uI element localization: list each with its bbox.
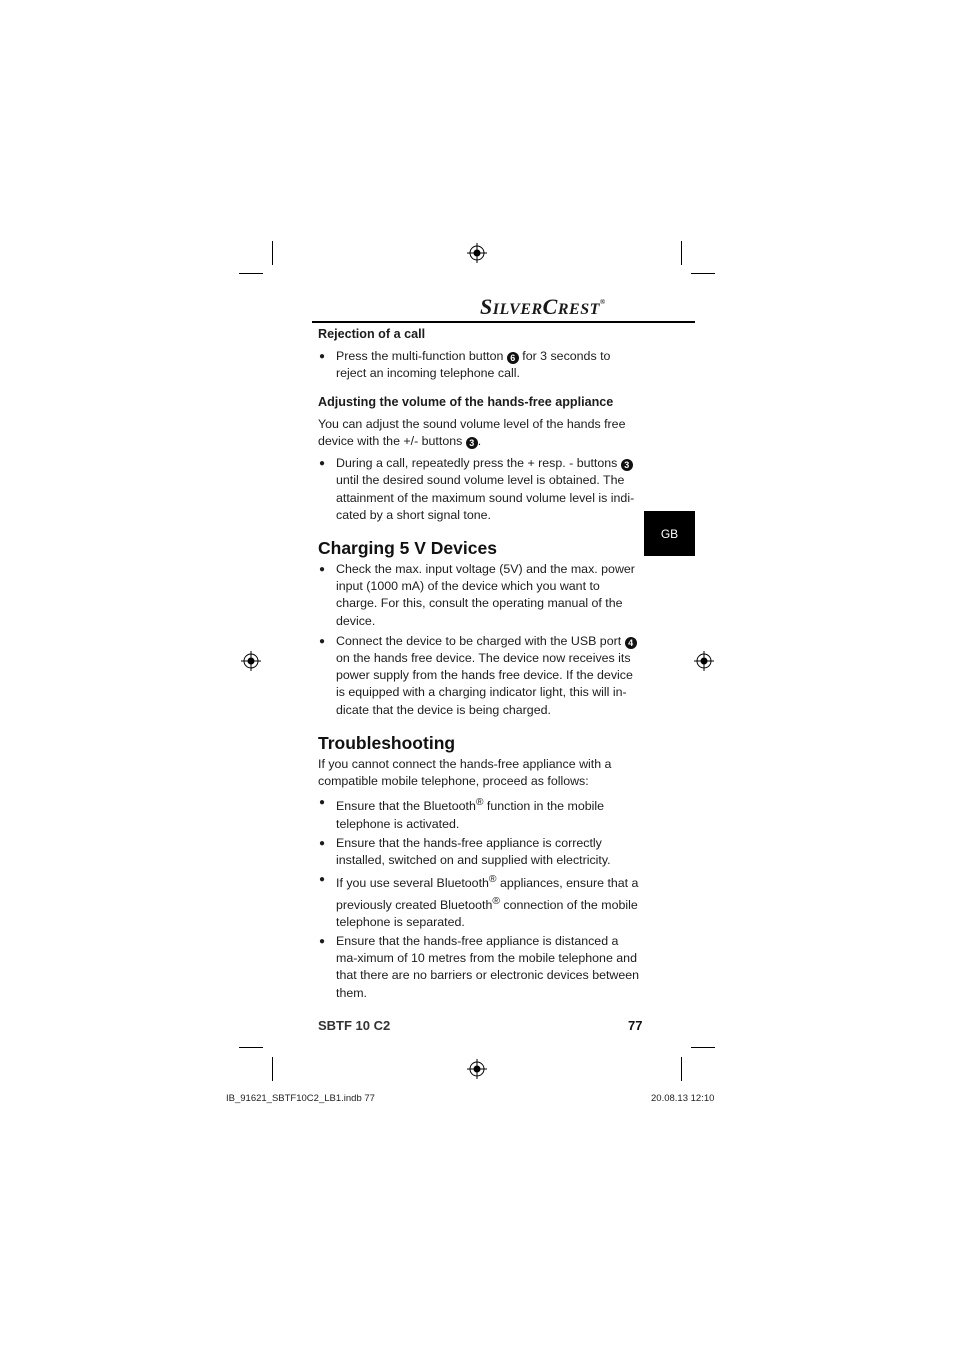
header-rule [312, 321, 695, 323]
list-item: ● Ensure that the hands-free appliance is correctly installed, switched on and supplied with electricity. [319, 835, 611, 867]
list-item: ● During a call, repeatedly press the + resp. - buttons 3 until the desired sound volume level is obtained. The attainment of the maximum sound volume level is indi-cated by a short signal tone. [319, 456, 635, 522]
troubleshooting-list [318, 794, 640, 1002]
section-title-charging: Charging 5 V Devices [318, 538, 497, 559]
callout-number-icon: 3 [466, 437, 478, 449]
registration-mark-icon [694, 651, 714, 671]
callout-number-icon: 6 [507, 352, 519, 364]
crop-mark [681, 241, 682, 265]
registration-mark-icon [241, 651, 261, 671]
crop-mark [272, 1057, 273, 1081]
page-content [318, 326, 640, 1002]
list-item: ● Ensure that the Bluetooth® function in the mobile telephone is activated. [319, 797, 605, 831]
page-number: 77 [628, 1018, 643, 1033]
crop-mark [272, 241, 273, 265]
print-slug-file: IB_91621_SBTF10C2_LB1.indb 77 [226, 1093, 375, 1104]
paragraph: If you cannot connect the hands-free appliance with a compatible mobile telephone, proceed as follows: [318, 756, 612, 789]
crop-mark [239, 1047, 263, 1048]
registration-mark-icon [467, 1059, 487, 1079]
model-number: SBTF 10 C2 [318, 1018, 391, 1033]
paragraph: You can adjust the sound volume level of the hands free device with the +/- buttons 3 . [318, 416, 626, 449]
volume-list [318, 455, 640, 524]
list-item: ● Ensure that the hands-free appliance is distanced a ma-ximum of 10 metres from the mobile telephone and that there are no barriers or electronic devices between them. [319, 934, 640, 1000]
section-heading-volume: Adjusting the volume of the hands-free appliance [318, 394, 614, 409]
rejection-list [318, 348, 640, 382]
print-slug-date: 20.08.13 12:10 [651, 1093, 715, 1104]
crop-mark [691, 1047, 715, 1048]
section-heading-rejection: Rejection of a call [318, 327, 426, 341]
crop-mark [681, 1057, 682, 1081]
list-item: ● Press the multi-function button 6 for 3 seconds to reject an incoming telephone call. [319, 349, 611, 381]
silvercrest-logo: SILVERCREST® [480, 294, 606, 319]
callout-number-icon: 3 [621, 459, 633, 471]
list-item: ● If you use several Bluetooth® appliances, ensure that a previously created Bluetooth® connection of the mobile telephone is separated. [319, 874, 639, 929]
crop-mark [239, 273, 263, 274]
callout-number-icon: 4 [625, 637, 637, 649]
charging-list [318, 561, 640, 719]
crop-mark [691, 273, 715, 274]
list-item: ● Check the max. input voltage (5V) and the max. power input (1000 mA) of the device which you want to charge. For this, consult the operating manual of the device. [319, 562, 635, 628]
registration-mark-icon [467, 243, 487, 263]
list-item: ● Connect the device to be charged with the USB port 4 on the hands free device. The device now receives its power supply from the hands free device. If the device is equipped with a charging indicator light, this will in-dicate that the device is being charged. [318, 633, 640, 719]
language-tab: GB [644, 511, 695, 556]
section-title-troubleshooting: Troubleshooting [318, 732, 456, 753]
